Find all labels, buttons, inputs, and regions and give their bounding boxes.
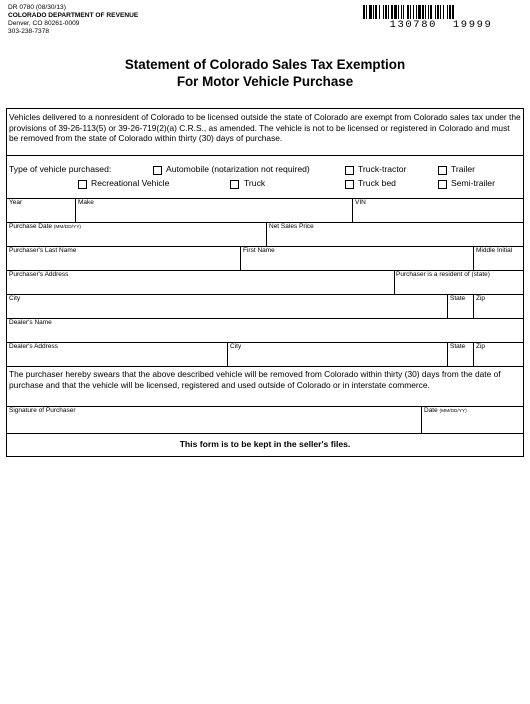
divider (7, 294, 523, 295)
divider (7, 433, 523, 434)
signature-date-field[interactable] (424, 407, 467, 416)
option-semi-trailer: Semi-trailer (451, 178, 495, 188)
department-address: Denver, CO 80261-0009 (8, 20, 80, 27)
date-format-hint: (MM/DD/YY) (53, 225, 81, 230)
date-format-hint: (MM/DD/YY) (439, 409, 467, 414)
department-phone: 303-238-7378 (8, 28, 50, 35)
option-truck-tractor: Truck-tractor (358, 164, 407, 174)
purchase-date-label: Purchase Date (9, 223, 52, 230)
divider (421, 406, 422, 433)
dealer-name-field[interactable]: Dealer's Name (9, 319, 52, 326)
barcode-bar (454, 5, 455, 19)
divider (7, 222, 523, 223)
divider (240, 246, 241, 270)
divider (447, 342, 448, 366)
divider (7, 366, 523, 367)
divider (227, 342, 228, 366)
barcode-bars (363, 5, 519, 19)
last-name-field[interactable]: Purchaser's Last Name (9, 247, 77, 254)
option-truck-bed: Truck bed (358, 178, 396, 188)
form-title-line1: Statement of Colorado Sales Tax Exemption (124, 57, 406, 72)
resident-state-field[interactable]: Purchaser is a resident of (state) (396, 271, 490, 278)
footer-note: This form is to be kept in the seller's files. (179, 439, 351, 449)
option-trailer: Trailer (451, 164, 476, 174)
oath-paragraph: The purchaser hereby swears that the above described vehicle will be removed from Colorado within thirty (30) days from the date of purchase and that the vehicle will be licensed, registered and used outside of Colorado or in interstate commerce. (9, 369, 501, 390)
checkbox-truck-tractor[interactable] (345, 166, 354, 175)
middle-initial-field[interactable]: Middle Initial (476, 247, 513, 254)
option-truck: Truck (244, 178, 266, 188)
divider (473, 342, 474, 366)
make-field[interactable]: Make (78, 199, 94, 206)
vin-field[interactable]: VIN (355, 199, 366, 206)
checkbox-semi-trailer[interactable] (438, 180, 447, 189)
form-number: DR 0780 (08/30/13) (8, 4, 66, 11)
divider (473, 246, 474, 270)
net-sales-price-field[interactable]: Net Sales Price (269, 223, 314, 230)
purchase-date-field[interactable] (9, 223, 81, 232)
purchaser-address-field[interactable]: Purchaser's Address (9, 271, 69, 278)
checkbox-automobile[interactable] (153, 166, 162, 175)
vehicle-type-label: Type of vehicle purchased: (9, 164, 112, 174)
divider (75, 198, 76, 222)
exemption-form (6, 108, 524, 457)
barcode-number: 130780 19999 (389, 19, 493, 31)
dealer-address-field[interactable]: Dealer's Address (9, 343, 58, 350)
date-label: Date (424, 407, 438, 414)
dealer-state-field[interactable]: State (450, 343, 466, 350)
divider (352, 198, 353, 222)
divider (7, 155, 523, 156)
checkbox-truck[interactable] (230, 180, 239, 189)
dealer-city-field[interactable]: City (230, 343, 242, 350)
intro-paragraph: Vehicles delivered to a nonresident of Colorado to be licensed outside the state of Colorado are exempt from Colorado sales tax under the provisions of 39-26-113(5) or 39-26-719(2)(a) C.R.S., as amended. The vehicle is not to be licensed or registered in Colorado and must be removed from the state of Colorado within thirty (30) days of purchase. (9, 112, 521, 144)
dealer-zip-field[interactable]: Zip (476, 343, 486, 350)
option-automobile: Automobile (notarization not required) (166, 164, 310, 174)
checkbox-recreational-vehicle[interactable] (78, 180, 87, 189)
divider (7, 318, 523, 319)
form-title-line2: For Motor Vehicle Purchase (176, 74, 354, 89)
divider (473, 294, 474, 318)
first-name-field[interactable]: First Name (243, 247, 275, 254)
checkbox-trailer[interactable] (438, 166, 447, 175)
divider (266, 222, 267, 246)
divider (7, 342, 523, 343)
purchaser-state-field[interactable]: State (450, 295, 466, 302)
purchaser-city-field[interactable]: City (9, 295, 21, 302)
divider (447, 294, 448, 318)
year-field[interactable]: Year (9, 199, 23, 206)
purchaser-zip-field[interactable]: Zip (476, 295, 486, 302)
checkbox-truck-bed[interactable] (345, 180, 354, 189)
department-name: COLORADO DEPARTMENT OF REVENUE (8, 12, 139, 19)
signature-field[interactable]: Signature of Purchaser (9, 407, 76, 414)
option-recreational-vehicle: Recreational Vehicle (91, 178, 170, 188)
barcode (360, 5, 522, 33)
divider (394, 270, 395, 294)
